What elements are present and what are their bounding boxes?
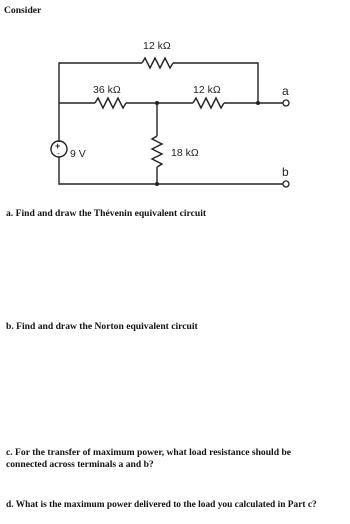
junction-right [256,101,260,105]
terminal-a-node [283,100,289,106]
question-c: c. For the transfer of maximum power, what load resistance should be connected across terminals a and b? [6,447,292,470]
label-resistor-top: 12 kΩ [143,40,171,52]
intro-text: Consider [4,5,42,16]
label-resistor-right: 12 kΩ [193,84,221,96]
label-terminal-b: b [282,165,289,179]
question-a: a. Find and draw the Thévenin equivalent circuit [6,208,207,219]
label-resistor-left: 36 kΩ [93,84,121,96]
circuit-diagram [0,0,350,200]
question-d: d. What is the maximum power delivered to the load you calculated in Part c? [6,500,317,510]
label-source-voltage: 9 V [70,148,86,160]
label-source-minus: - [57,149,60,158]
resistor-left [95,98,126,108]
question-b: b. Find and draw the Norton equivalent circuit [6,321,198,332]
resistor-vertical [152,136,162,167]
label-resistor-vertical: 18 kΩ [171,147,199,159]
resistor-right [193,98,224,108]
terminal-b-node [283,181,289,187]
label-terminal-a: a [282,84,289,98]
resistor-top [142,58,173,68]
label-source-plus: + [55,141,61,151]
